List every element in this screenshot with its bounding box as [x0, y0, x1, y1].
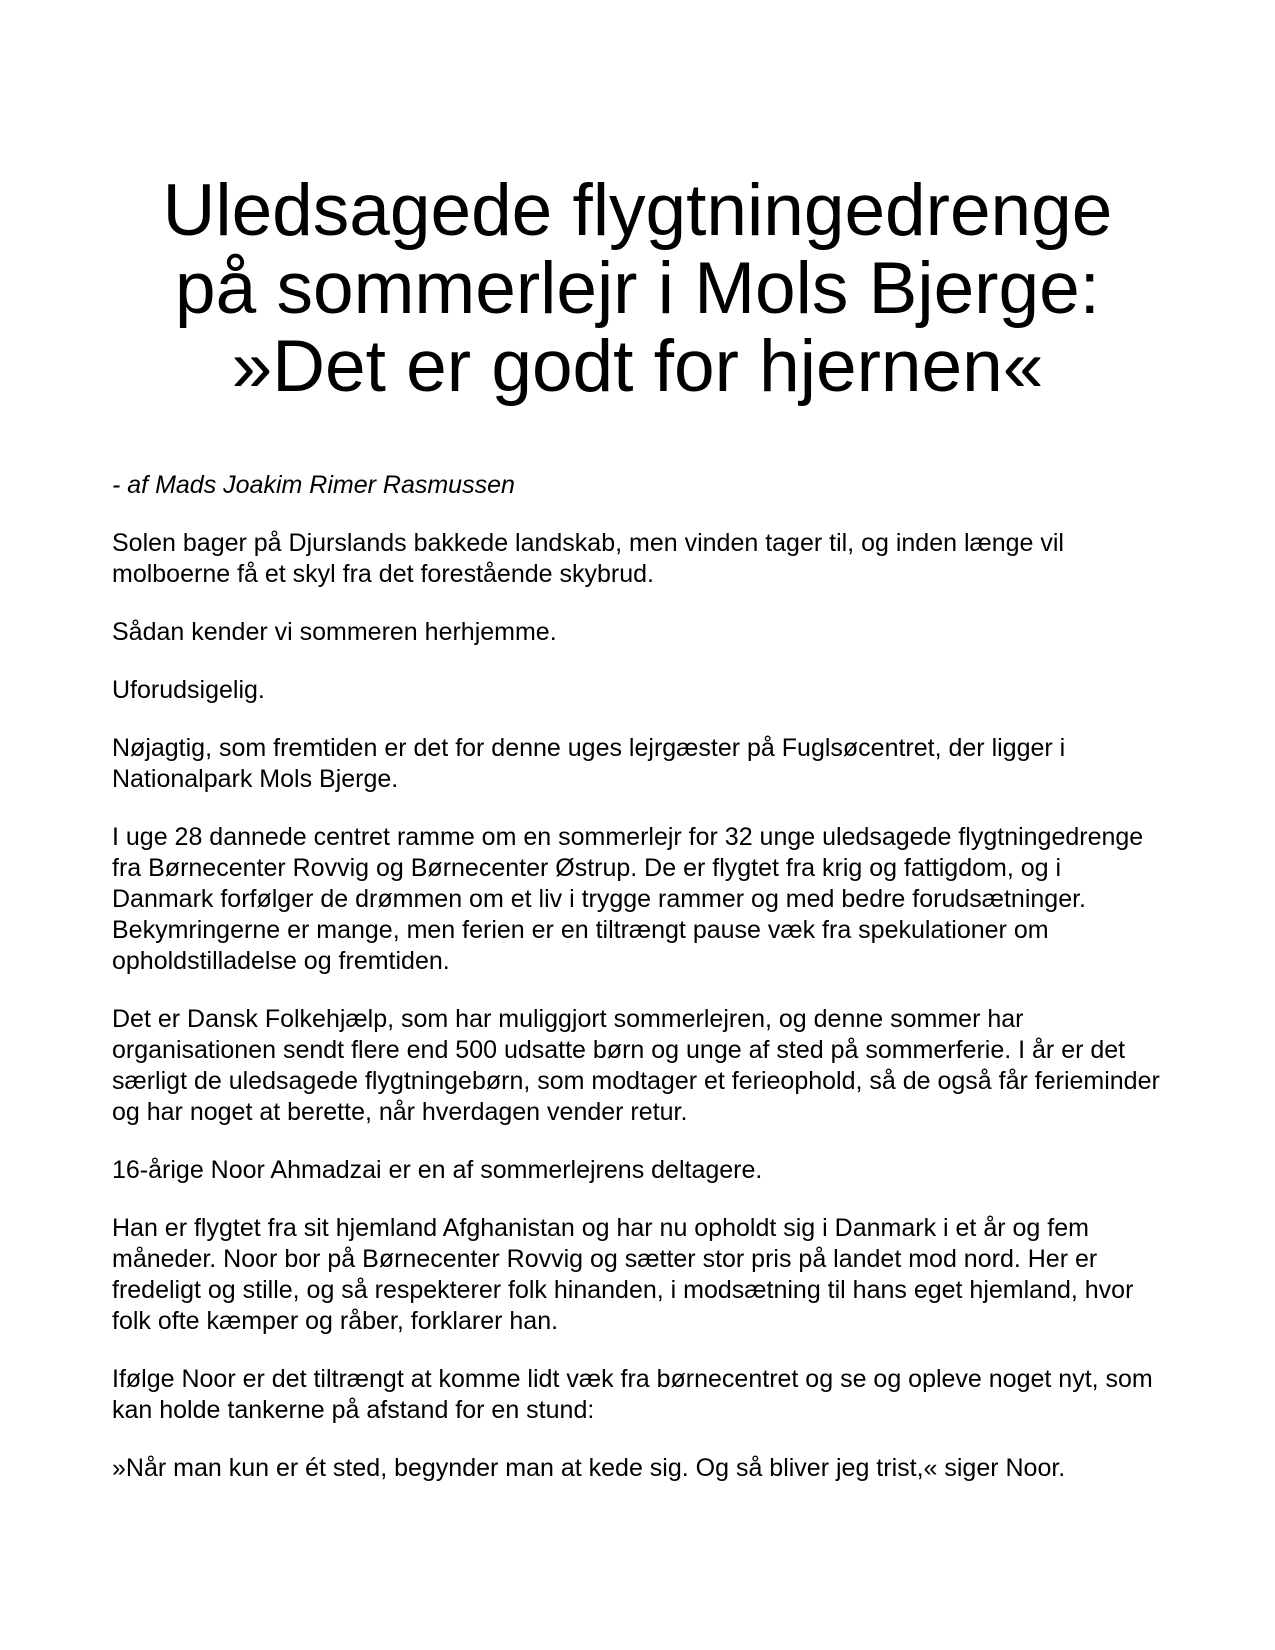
paragraph: Han er flygtet fra sit hjemland Afghanistan og har nu opholdt sig i Danmark i et år og fem måneder. Noor bor på Børnecenter Rovvig og sætter stor pris på landet mod nord. Her er fredeligt og stille, og så respekterer folk hinanden, i modsætning til hans eget hjemland, hvor folk ofte kæmper og råber, forklarer han.: [112, 1214, 1134, 1335]
paragraph: I uge 28 dannede centret ramme om en sommerlejr for 32 unge uledsagede flygtningedrenge fra Børnecenter Rovvig og Børnecenter Østrup. De er flygtet fra krig og fattigdom, og i Danmark forfølger de drømmen om et liv i trygge rammer og med bedre forudsætninger. Bekymringerne er mange, men ferien er en tiltrængt pause væk fra spekulationer om opholdstilladelse og fremtiden.: [112, 823, 1144, 975]
paragraph: Nøjagtig, som fremtiden er det for denne uges lejrgæster på Fuglsøcentret, der ligger i Nationalpark Mols Bjerge.: [112, 734, 1066, 793]
paragraph: »Når man kun er ét sted, begynder man at kede sig. Og så bliver jeg trist,« siger Noor.: [112, 1454, 1066, 1482]
article-body: [112, 528, 1163, 1484]
article-title: [112, 172, 1163, 406]
paragraph: Sådan kender vi sommeren herhjemme.: [112, 618, 557, 646]
paragraph: Det er Dansk Folkehjælp, som har muliggjort sommerlejren, og denne sommer har organisationen sendt flere end 500 udsatte børn og unge af sted på sommerferie. I år er det særligt de uledsagede flygtningebørn, som modtager et ferieophold, så de også får ferieminder og har noget at berette, når hverdagen vender retur.: [112, 1005, 1160, 1126]
paragraph: Ifølge Noor er det tiltrængt at komme lidt væk fra børnecentret og se og opleve noget nyt, som kan holde tankerne på afstand for en stund:: [112, 1365, 1153, 1424]
paragraph: 16-årige Noor Ahmadzai er en af sommerlejrens deltagere.: [112, 1156, 763, 1184]
paragraph: Uforudsigelig.: [112, 676, 265, 704]
title-line-1: Uledsagede flygtningedrenge: [162, 170, 1113, 251]
title-line-3: »Det er godt for hjernen«: [231, 326, 1044, 407]
title-line-2: på sommerlejr i Mols Bjerge:: [175, 248, 1100, 329]
article-content: [0, 172, 1275, 1484]
paragraph: Solen bager på Djurslands bakkede landskab, men vinden tager til, og inden længe vil molboerne få et skyl fra det forestående skybrud.: [112, 529, 1064, 588]
byline: - af Mads Joakim Rimer Rasmussen: [112, 471, 515, 499]
